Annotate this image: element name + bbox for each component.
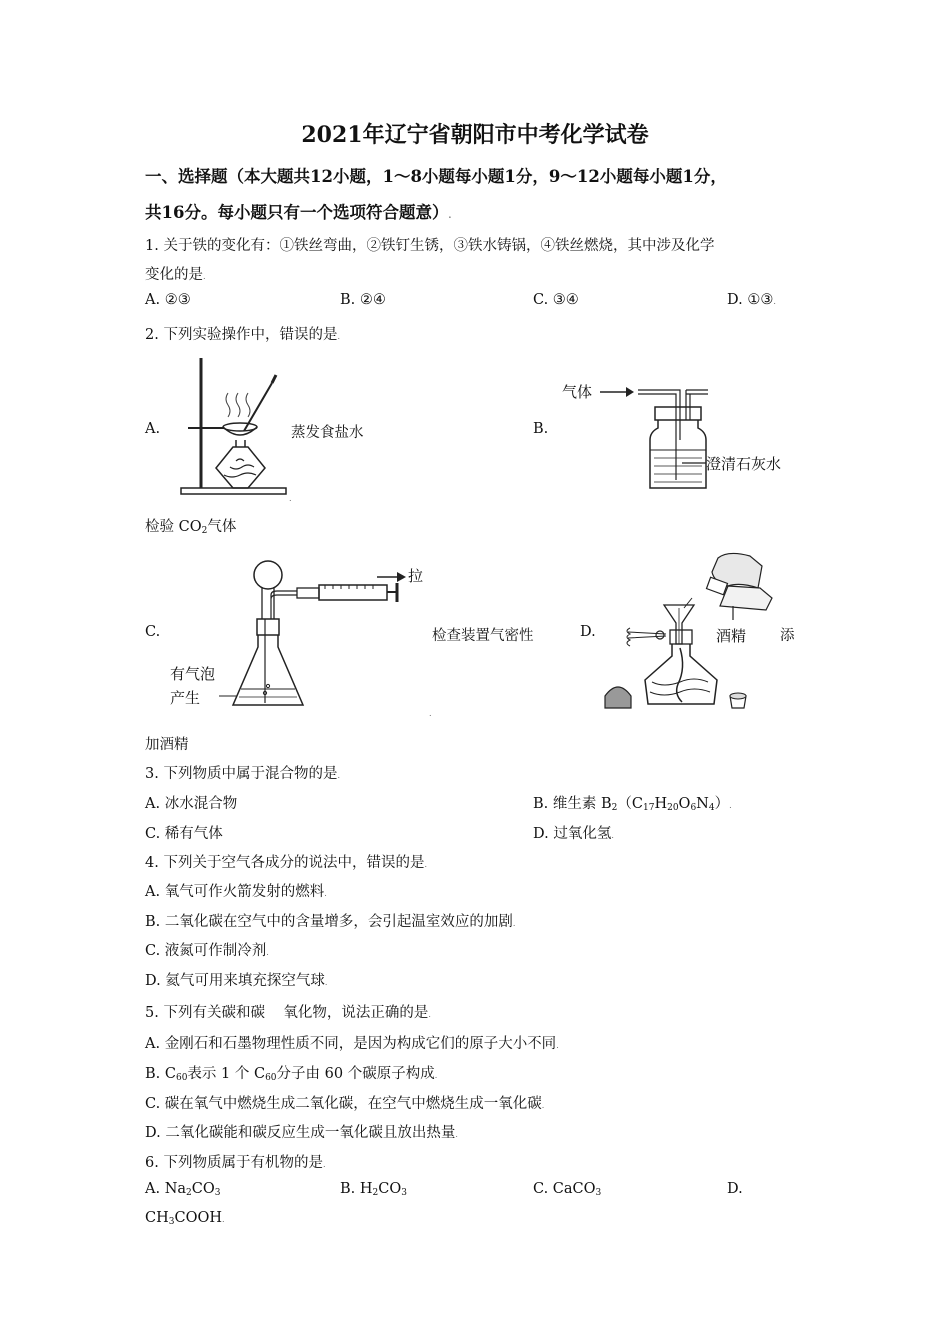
q3-option-b: B. 维生素 $B_2(C_{17}H_{20}O_6N_4)$. [533, 796, 732, 813]
dot-mark: . [429, 709, 432, 718]
q6-option-b: B. $H_2CO_3$ [340, 1181, 407, 1198]
limewater-label: 澄清石灰水 [706, 455, 782, 473]
q5-stem: 5. 下列有关碳和碳 氧化物，说法正确的是. [145, 1005, 431, 1021]
q6-option-d-formula: $CH_3COOH$. [145, 1210, 225, 1227]
q4-option-c: C. 液氮可作制冷剂. [145, 943, 269, 959]
evaporation-apparatus-figure [178, 355, 293, 500]
q4-option-b: B. 二氧化碳在空气中的含量增多，会引起温室效应的加剧. [145, 914, 516, 930]
q2-option-d-caption-part1: 添 [780, 628, 795, 644]
q6-option-c: C. CaCO$_3$ [533, 1181, 602, 1198]
q4-option-a: A. 氧气可作火箭发射的燃料. [145, 884, 327, 900]
q5-option-c: C. 碳在氧气中燃烧生成二氧化碳，在空气中燃烧生成一氧化碳. [145, 1096, 545, 1112]
q4-option-d: D. 氦气可用来填充探空气球. [145, 973, 328, 989]
q1-option-d: D. ①③. [727, 292, 776, 308]
q2-option-a-caption: 蒸发食盐水 [291, 425, 364, 441]
q6-stem: 6. 下列物质属于有机物的是. [145, 1155, 326, 1171]
q1-stem-line2: 变化的是. [145, 267, 206, 283]
dot-mark: . [289, 494, 292, 503]
q4-stem: 4. 下列关于空气各成分的说法中，错误的是. [145, 855, 427, 871]
airtightness-check-figure [225, 555, 425, 715]
alcohol-label: 酒精 [716, 627, 747, 645]
section-heading-line1: 一、选择题（本大题共12小题，1～8小题每小题1分，9～12小题每小题1分， [145, 167, 727, 186]
q3-option-d: D. 过氧化氢. [533, 826, 614, 842]
q1-stem-line1: 1. 关于铁的变化有：①铁丝弯曲，②铁钉生锈，③铁水铸锅，④铁丝燃烧，其中涉及化学 [145, 238, 715, 254]
pull-label: 拉 [408, 567, 424, 585]
q2-option-b-letter: B. [533, 421, 549, 437]
q2-option-c-letter: C. [145, 624, 161, 640]
page-title: 2021年辽宁省朝阳市中考化学试卷 [301, 122, 649, 148]
q2-option-c-caption: 检查装置气密性 [432, 628, 534, 644]
q5-option-b: B. $C_{60}$表示 1 个 $C_{60}$分子由 60 个碳原子构成. [145, 1066, 438, 1083]
section-heading-line2: 共16分。每小题只有一个选项符合题意）. [145, 203, 452, 222]
bubble-label-line1: 有气泡 [170, 665, 216, 683]
q1-option-c: C. ③④ [533, 292, 579, 308]
gas-label: 气体 [562, 383, 593, 401]
q6-option-a: A. $Na_2CO_3$ [145, 1181, 221, 1198]
bubble-label-line2: 产生 [170, 689, 201, 707]
q3-stem: 3. 下列物质中属于混合物的是. [145, 766, 340, 782]
q3-option-c: C. 稀有气体 [145, 826, 223, 842]
q2-stem: 2. 下列实验操作中，错误的是. [145, 327, 340, 343]
adding-alcohol-figure [600, 548, 780, 716]
co2-test-apparatus-figure [598, 380, 798, 495]
q6-option-d-letter: D. [727, 1181, 743, 1197]
q2-option-d-letter: D. [580, 624, 596, 640]
q3-option-a: A. 冰水混合物 [145, 796, 238, 812]
q1-option-a: A. ②③ [145, 292, 191, 308]
q1-option-b: B. ②④ [340, 292, 386, 308]
q5-option-a: A. 金刚石和石墨物理性质不同，是因为构成它们的原子大小不同. [145, 1036, 559, 1052]
q5-option-d: D. 二氧化碳能和碳反应生成一氧化碳且放出热量. [145, 1125, 458, 1141]
q2-option-b-caption: 检验 $CO_2$气体 [145, 519, 237, 536]
q2-option-a-letter: A. [145, 421, 161, 437]
q2-option-d-caption-part2: 加酒精 [145, 737, 189, 753]
